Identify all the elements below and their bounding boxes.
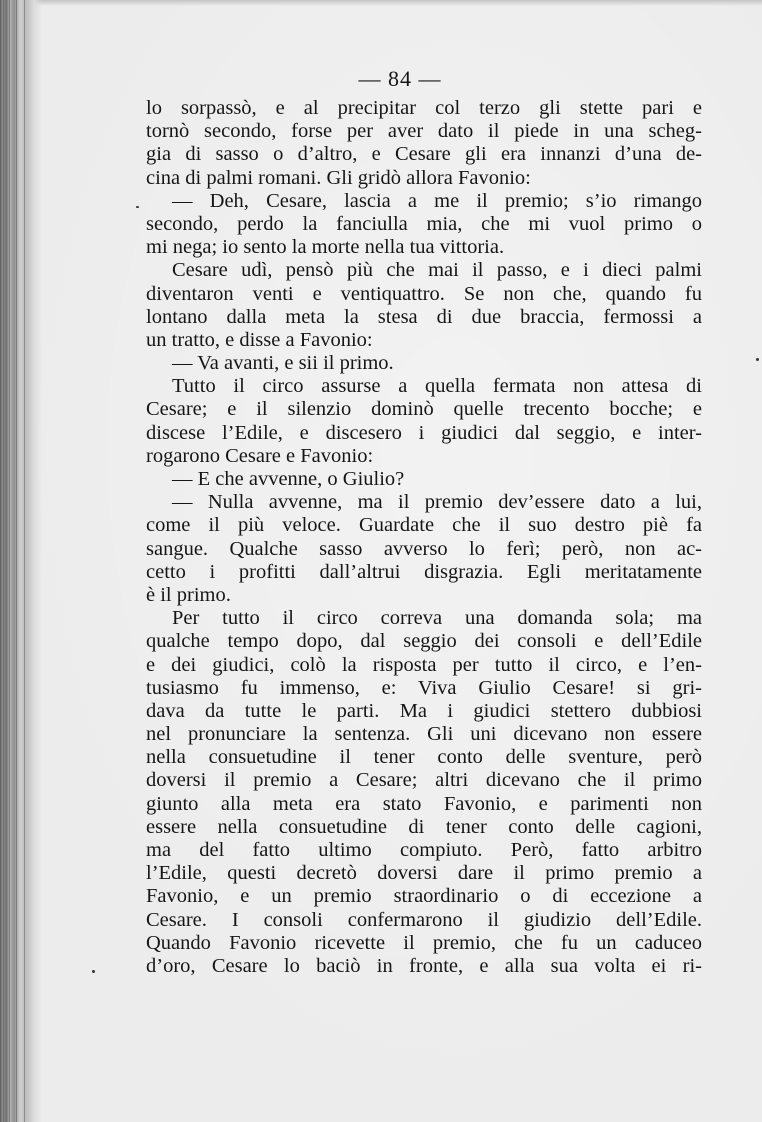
spine-line xyxy=(3,0,4,1122)
text-line: cetto i profitti dall’altrui disgrazia. Egli meritatamente xyxy=(146,560,702,583)
text-line: Cesare; e il silenzio dominò quelle trecento bocche; e xyxy=(146,398,702,421)
text-line: diventaron venti e ventiquattro. Se non che, quando fu xyxy=(146,282,702,305)
text-line: un tratto, e disse a Favonio: xyxy=(146,328,373,351)
text-line: Per tutto il circo correva una domanda sola; ma xyxy=(172,607,702,630)
text-line: — Deh, Cesare, lascia a me il premio; s’io rimango xyxy=(172,189,702,212)
text-line: e dei giudici, colò la risposta per tutto il circo, e l’en- xyxy=(146,653,702,676)
text-line: Cesare udì, pensò più che mai il passo, e i dieci palmi xyxy=(172,259,702,282)
text-line: sangue. Qualche sasso avverso lo ferì; però, non ac- xyxy=(146,537,702,560)
text-line: lo sorpassò, e al precipitar col terzo gli stette pari e xyxy=(146,97,702,119)
text-line: — Nulla avvenne, ma il premio dev’essere dato a lui, xyxy=(172,491,702,514)
spine-line xyxy=(9,0,10,1122)
text-line: secondo, perdo la fanciulla mia, che mi vuol primo o xyxy=(146,212,702,235)
text-line: tusiasmo fu immenso, e: Viva Giulio Cesare! si gri- xyxy=(146,676,702,699)
text-line: gia di sasso o d’altro, e Cesare gli era innanzi d’una de- xyxy=(146,143,702,166)
text-line: è il primo. xyxy=(146,583,231,606)
text-line: discese l’Edile, e discesero i giudici dal seggio, e inter- xyxy=(146,421,702,444)
page-top-edge xyxy=(0,0,762,6)
page-number: — 84 — xyxy=(358,66,442,91)
text-line: — E che avvenne, o Giulio? xyxy=(172,468,405,490)
text-line: Quando Favonio ricevette il premio, che fu un caduceo xyxy=(146,931,702,954)
text-line: nella consuetudine il tener conto delle sventure, però xyxy=(146,746,702,769)
print-speck xyxy=(756,358,759,361)
text-line: dava da tutte le parti. Ma i giudici stettero dubbiosi xyxy=(146,699,702,722)
text-line: Cesare. I consoli confermarono il giudizio dell’Edile. xyxy=(146,908,702,931)
spine-line xyxy=(24,0,25,1122)
text-line: Tutto il circo assurse a quella fermata non attesa di xyxy=(172,375,702,398)
print-speck xyxy=(136,206,139,208)
text-line: mi nega; io sento la morte nella tua vittoria. xyxy=(146,236,505,259)
text-line: doversi il premio a Cesare; altri dicevano che il primo xyxy=(146,769,702,792)
text-line: essere nella consuetudine di tener conto delle cagioni, xyxy=(146,815,702,838)
text-line: come il più veloce. Guardate che il suo destro piè fa xyxy=(146,514,702,537)
print-speck xyxy=(92,970,95,973)
text-line: — Va avanti, e sii il primo. xyxy=(172,352,394,375)
text-line: giunto alla meta era stato Favonio, e parimenti non xyxy=(146,792,702,815)
text-line: tornò secondo, forse per aver dato il piede in una scheg- xyxy=(146,120,702,143)
text-line: nel pronunciare la sentenza. Gli uni dicevano non essere xyxy=(146,723,702,746)
text-line: cina di palmi romani. Gli gridò allora Favonio: xyxy=(146,166,531,189)
text-line: d’oro, Cesare lo baciò in fronte, e alla sua volta ei ri- xyxy=(146,954,702,977)
text-line: rogarono Cesare e Favonio: xyxy=(146,444,374,467)
text-line: Favonio, e un premio straordinario o di eccezione a xyxy=(146,885,702,908)
text-line: l’Edile, questi decretò doversi dare il primo premio a xyxy=(146,862,702,885)
body-text xyxy=(146,97,702,978)
text-line: ma del fatto ultimo compiuto. Però, fatto arbitro xyxy=(146,839,702,861)
book-spine-shadow xyxy=(0,0,42,1122)
text-line: qualche tempo dopo, dal seggio dei consoli e dell’Edile xyxy=(146,630,702,653)
spine-line xyxy=(16,0,17,1122)
text-line: lontano dalla meta la stesa di due braccia, fermossi a xyxy=(146,305,702,328)
